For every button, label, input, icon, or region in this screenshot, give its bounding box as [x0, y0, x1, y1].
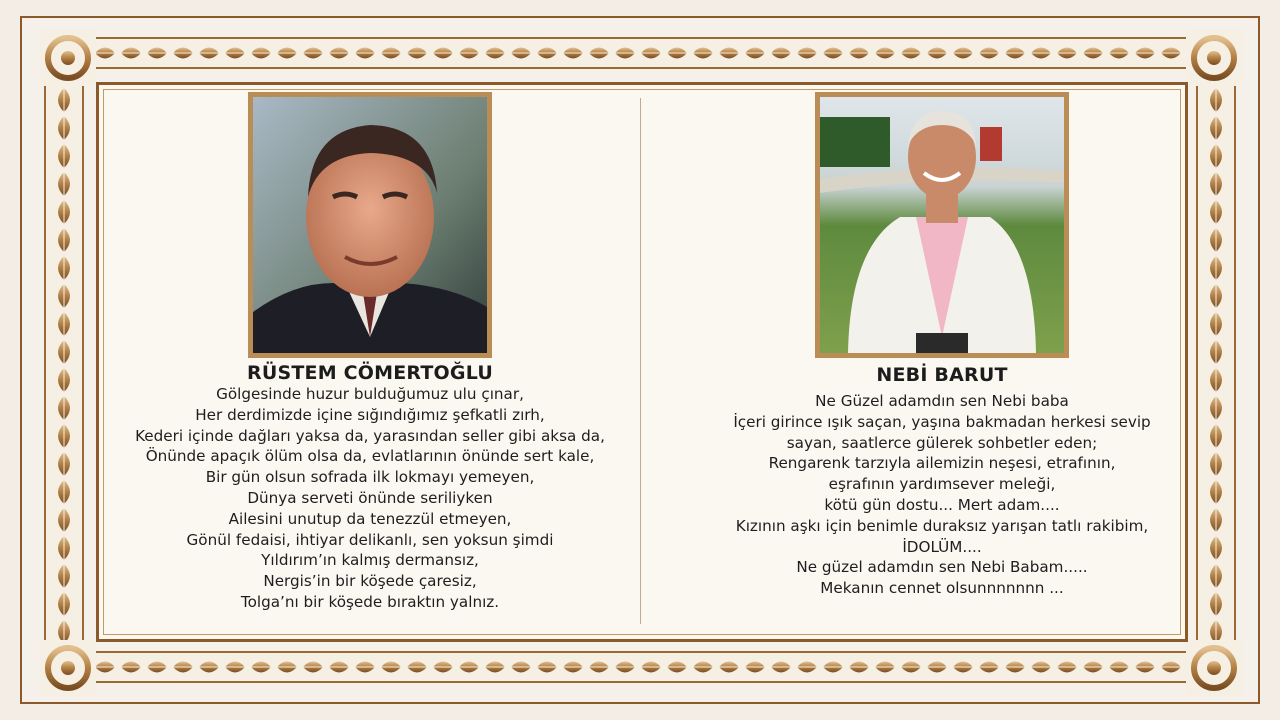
- laurel-border-right-icon: [1196, 86, 1236, 642]
- verse-line: İDOLÜM....: [902, 537, 982, 556]
- verse-line: Bir gün olsun sofrada ilk lokmayı yemeyen,: [205, 468, 535, 487]
- deceased-name-right: NEBİ BARUT: [876, 364, 1008, 386]
- verse-line: Gönül fedaisi, ihtiyar delikanlı, sen yoksun şimdi: [186, 530, 554, 549]
- verse-line: Nergis’in bir köşede çaresiz,: [263, 572, 477, 591]
- verse-line: Dünya serveti önünde seriliyken: [247, 488, 493, 507]
- verse-line: kötü gün dostu... Mert adam....: [824, 495, 1060, 514]
- verse-line: Ailesini unutup da tenezzül etmeyen,: [228, 509, 512, 528]
- laurel-border-left-icon: [44, 86, 84, 642]
- corner-ornament-icon: [1186, 30, 1242, 86]
- verse-line: İçeri girince ışık saçan, yaşına bakmadan herkesi sevip: [733, 412, 1151, 431]
- portrait-photo-right: [815, 92, 1069, 358]
- verse-line: Rengarenk tarzıyla ailemizin neşesi, etrafının,: [768, 454, 1116, 473]
- verse-line: Ne güzel adamdın sen Nebi Babam.....: [796, 558, 1088, 577]
- verse-line: Mekanın cennet olsunnnnnnn ...: [820, 579, 1064, 598]
- verse-line: Gölgesinde huzur bulduğumuz ulu çınar,: [216, 385, 524, 403]
- verse-line: Yıldırım’ın kalmış dermansız,: [261, 551, 479, 570]
- corner-ornament-icon: [1186, 640, 1242, 696]
- verse-line: Ne Güzel adamdın sen Nebi baba: [815, 392, 1069, 410]
- laurel-border-top-icon: [92, 36, 1188, 70]
- verse-line: Tolga’nı bir köşede bıraktın yalnız.: [240, 592, 500, 611]
- portrait-man-dark-suit-icon: [253, 97, 487, 353]
- verse-line: Kızının aşkı için benimle duraksız yarışan tatlı rakibim,: [735, 516, 1149, 535]
- verse-line: Her derdimizde içine sığındığımız şefkatli zırh,: [195, 405, 545, 424]
- portrait-photo-left: [248, 92, 492, 358]
- laurel-border-bottom-icon: [92, 650, 1188, 684]
- memorial-right: [682, 92, 1202, 599]
- verse-left: [110, 384, 630, 613]
- verse-line: Önünde apaçık ölüm olsa da, evlatlarının önünde sert kale,: [145, 447, 595, 466]
- portrait-man-white-jacket-icon: [820, 97, 1064, 353]
- memorial-left: [110, 92, 630, 613]
- verse-line: sayan, saatlerce gülerek sohbetler eden;: [786, 433, 1098, 452]
- deceased-name-left: RÜSTEM CÖMERTOĞLU: [247, 362, 493, 384]
- verse-right: [682, 391, 1202, 599]
- corner-ornament-icon: [40, 640, 96, 696]
- verse-line: Kederi içinde dağları yaksa da, yarasından seller gibi aksa da,: [135, 426, 605, 445]
- column-divider: [640, 98, 641, 624]
- verse-line: eşrafının yardımsever meleği,: [828, 475, 1056, 494]
- corner-ornament-icon: [40, 30, 96, 86]
